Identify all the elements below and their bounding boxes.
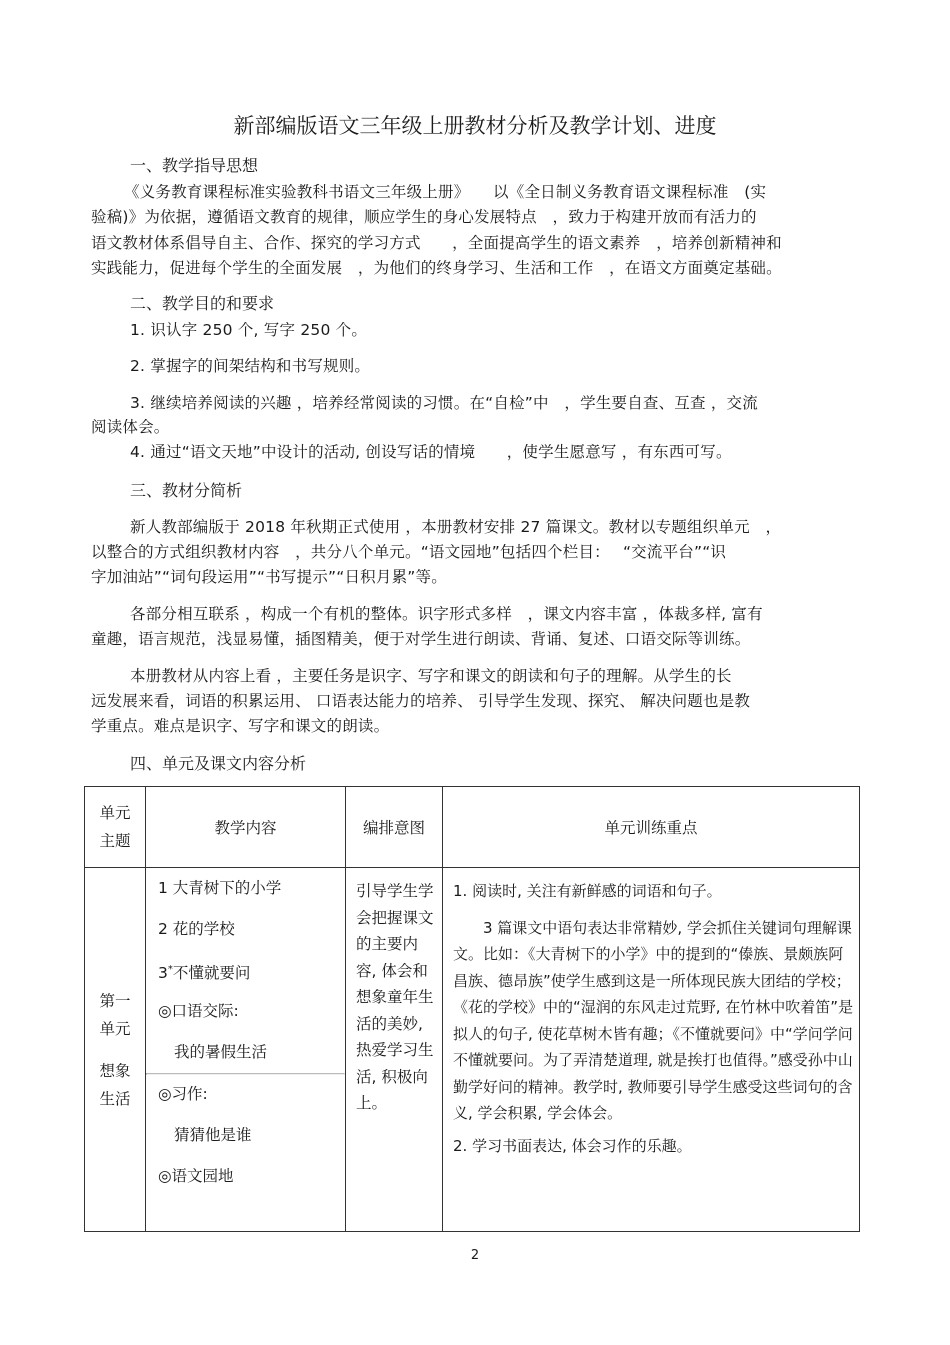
oral-communication-heading: ◎口语交际: — [158, 1002, 239, 1020]
paragraph-line: 童趣，语言规范，浅显易懂，插图精美，便于对学生进行朗读、背诵、复述、口语交际等训练。 — [91, 630, 751, 648]
optional-lesson-mark: * — [167, 964, 173, 975]
header-unit-theme-line: 单元 — [99, 804, 131, 822]
unit-theme-line: 单元 — [99, 1019, 131, 1038]
unit-analysis-table — [84, 786, 860, 1232]
goal-item-3: 3. 继续培养阅读的兴趣 ，培养经常阅读的习惯。在“自检”中 ，学生要自查、互查 ，交流 — [130, 394, 758, 412]
writing-heading: ◎习作: — [158, 1085, 208, 1103]
table-header-row — [85, 787, 860, 868]
focus-item-2: 2. 学习书面表达, 体会习作的乐趣。 — [453, 1136, 692, 1155]
header-arrangement-intent: 编排意图 — [346, 787, 443, 868]
paragraph-line: 验稿)》为依据，遵循语文教育的规律，顺应学生的身心发展特点 ，致力于构建开放而有活力的 — [91, 208, 757, 226]
language-garden: ◎语文园地 — [158, 1167, 234, 1185]
header-unit-theme — [85, 787, 146, 868]
goal-item-3-cont: 阅读体会。 — [91, 418, 170, 436]
header-unit-theme-line: 主题 — [99, 832, 131, 850]
section-heading-unit-analysis: 四、单元及课文内容分析 — [130, 754, 307, 773]
section-heading-guiding-thought: 一、教学指导思想 — [130, 156, 259, 175]
table-row-unit-1 — [85, 868, 860, 1232]
section-heading-goals: 二、教学目的和要求 — [130, 294, 275, 313]
goal-item-4: 4. 通过“语文天地”中设计的活动, 创设写话的情境 ，使学生愿意写 ，有东西可写。 — [130, 443, 732, 461]
paragraph-line: 以整合的方式组织教材内容 ，共分八个单元。“语文园地”包括四个栏目： “交流平台”“识 — [91, 543, 727, 561]
goal-item-1: 1. 识认字 250 个, 写字 250 个。 — [130, 321, 368, 339]
paragraph-line: 新人教部编版于 2018 年秋期正式使用 ，本册教材安排 27 篇课文。教材以专题组织单元 ， — [130, 518, 782, 536]
lesson-item: 2 花的学校 — [158, 920, 235, 938]
lesson-title: 不懂就要问 — [172, 964, 251, 983]
goal-item-2: 2. 掌握字的间架结构和书写规则。 — [130, 357, 371, 375]
section-heading-material: 三、教材分简析 — [130, 481, 243, 500]
paragraph-line: 字加油站”“词句段运用”“书写提示”“日积月累”等。 — [91, 568, 447, 586]
unit-1-content — [146, 868, 346, 1232]
unit-1-intent: 引导学生学会把握课文的主要内容, 体会和想象童年生活的美妙, 热爱学习生活, 积极向上。 — [346, 868, 443, 1232]
unit-theme-line: 第一 — [99, 991, 131, 1010]
page-title: 新部编版语文三年级上册教材分析及教学计划、进度 — [233, 114, 717, 138]
unit-theme-line: 想象 — [99, 1061, 131, 1080]
lesson-item — [146, 960, 345, 1001]
page-number: 2 — [470, 1248, 480, 1263]
header-training-focus: 单元训练重点 — [443, 787, 860, 868]
lesson-item: 1 大青树下的小学 — [158, 879, 282, 897]
lesson-number: 3 — [158, 964, 168, 983]
paragraph-line: 远发展来看，词语的积累运用、 口语表达能力的培养、 引导学生发现、探究、 解决问题也是教 — [91, 692, 751, 710]
unit-1-focus — [443, 868, 860, 1232]
paragraph-line: 语文教材体系倡导自主、合作、探究的学习方式 ，全面提高学生的语文素养 ，培养创新精神和 — [91, 234, 782, 252]
unit-theme-line: 生活 — [99, 1089, 131, 1108]
paragraph-line: 本册教材从内容上看 ，主要任务是识字、写字和课文的朗读和句子的理解。从学生的长 — [130, 667, 732, 685]
paragraph-line: 《义务教育课程标准实验教科书语文三年级上册》 以《全日制义务教育语文课程标准 (实 — [124, 183, 767, 201]
paragraph-line: 学重点。难点是识字、写字和课文的朗读。 — [91, 717, 390, 735]
paragraph-line: 各部分相互联系 ，构成一个有机的整体。识字形式多样 ，课文内容丰富 ，体裁多样, 富有 — [130, 605, 763, 623]
header-teaching-content: 教学内容 — [146, 787, 346, 868]
unit-1-theme — [85, 868, 146, 1232]
focus-item-1: 1. 阅读时, 关注有新鲜感的词语和句子。 — [453, 882, 722, 900]
writing-topic: 猜猜他是谁 — [174, 1126, 252, 1144]
oral-communication-topic: 我的暑假生活 — [174, 1043, 268, 1061]
paragraph-line: 实践能力，促进每个学生的全面发展 ，为他们的终身学习、生活和工作 ，在语文方面奠定基础。 — [91, 259, 782, 277]
focus-paragraph: 3 篇课文中语句表达非常精妙, 学会抓住关键词句理解课文。比如：《大青树下的小学》中的提到的“傣族、景颇族阿昌族、德昂族”使学生感到这是一所体现民族大团结的学校；《花的学校》中的“湿润的东风走过荒野, 在竹林中吹着笛”是拟人的句子, 使花草树木皆有趣；《不懂就要问》中“学问学问不懂就要问。为了弄清楚道理, 就是挨打也值得。”感受孙中山勤学好问的精神。教学时, 教师要引导学生感受这些词句的含义, 学会积累, 学会体会。 — [453, 918, 854, 1122]
